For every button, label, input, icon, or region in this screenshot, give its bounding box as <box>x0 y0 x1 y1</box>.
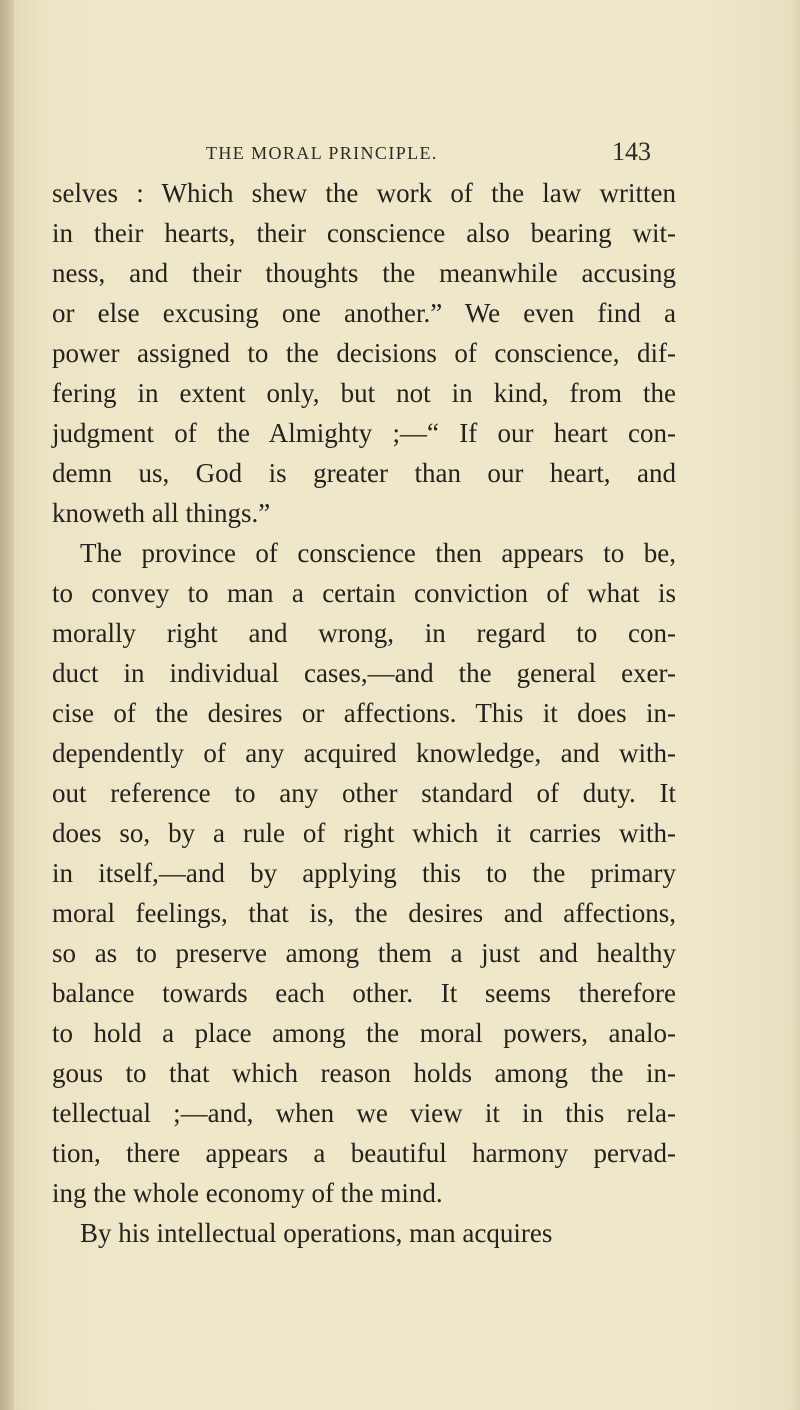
page-number: 143 <box>612 137 651 166</box>
text-line: dependently of any acquired knowledge, and with- <box>52 738 676 768</box>
body-text <box>52 173 676 1253</box>
text-line: in itself,—and by applying this to the primary <box>52 858 676 888</box>
text-line: gous to that which reason holds among the in- <box>52 1058 676 1088</box>
text-line: fering in extent only, but not in kind, from the <box>52 378 676 408</box>
text-line: demn us, God is greater than our heart, and <box>52 458 676 488</box>
running-head <box>206 137 651 173</box>
text-line: tion, there appears a beautiful harmony pervad- <box>52 1138 676 1168</box>
text-line: does so, by a rule of right which it carries with- <box>52 818 676 848</box>
text-line: in their hearts, their conscience also bearing wit- <box>52 218 676 248</box>
text-line: morally right and wrong, in regard to con- <box>52 618 676 648</box>
text-line: power assigned to the decisions of conscience, dif- <box>52 338 676 368</box>
paragraph-start-line: By his intellectual operations, man acquires <box>80 1218 553 1248</box>
text-line: selves : Which shew the work of the law written <box>52 178 676 208</box>
running-title: THE MORAL PRINCIPLE. <box>206 143 438 163</box>
text-line: cise of the desires or affections. This it does in- <box>52 698 676 728</box>
text-line: or else excusing one another.” We even find a <box>52 298 676 328</box>
text-line: duct in individual cases,—and the general exer- <box>52 658 676 688</box>
text-line: ing the whole economy of the mind. <box>52 1178 443 1208</box>
text-line: to convey to man a certain conviction of what is <box>52 578 676 608</box>
text-line: judgment of the Almighty ;—“ If our heart con- <box>52 418 676 448</box>
text-line: moral feelings, that is, the desires and affections, <box>52 898 676 928</box>
page-gutter-shadow <box>0 0 14 1410</box>
text-line: tellectual ;—and, when we view it in this rela- <box>52 1098 676 1128</box>
text-line: balance towards each other. It seems therefore <box>52 978 676 1008</box>
text-line: ness, and their thoughts the meanwhile accusing <box>52 258 676 288</box>
text-line: so as to preserve among them a just and healthy <box>52 938 676 968</box>
text-line: to hold a place among the moral powers, analo- <box>52 1018 676 1048</box>
paragraph-start-line: The province of conscience then appears to be, <box>80 538 676 568</box>
text-line: out reference to any other standard of duty. It <box>52 778 676 808</box>
text-line: knoweth all things.” <box>52 498 271 528</box>
